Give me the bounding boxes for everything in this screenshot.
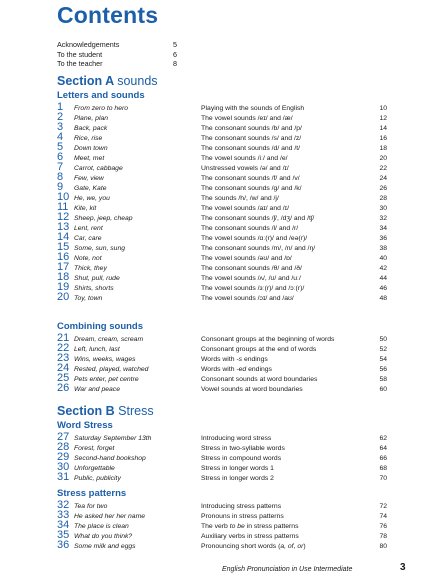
unit-description: Consonant groups at the beginning of words xyxy=(201,336,335,343)
unit-description-post: in stress patterns xyxy=(244,523,299,530)
unit-row[interactable] xyxy=(57,363,387,373)
unit-number: 6 xyxy=(57,151,64,163)
word-stress-heading: Word Stress xyxy=(57,420,113,431)
unit-title: Kite, kit xyxy=(74,205,97,212)
unit-title: Down town xyxy=(74,145,108,152)
unit-title: Few, view xyxy=(74,175,104,182)
unit-description: Playing with the sounds of English xyxy=(201,105,305,112)
unit-title: Thick, they xyxy=(74,265,107,272)
unit-title: Unforgettable xyxy=(74,465,115,472)
unit-row[interactable] xyxy=(57,132,387,142)
front-matter-item[interactable] xyxy=(57,59,177,69)
unit-title: Gate, Kate xyxy=(74,185,107,192)
unit-page-number: 24 xyxy=(379,175,387,182)
unit-title: What do you think? xyxy=(74,533,133,540)
unit-title: Lent, rent xyxy=(74,225,103,232)
unit-description-post: endings xyxy=(246,366,272,373)
unit-page-number: 36 xyxy=(379,235,387,242)
unit-row[interactable] xyxy=(57,510,387,520)
unit-title: War and peace xyxy=(74,386,120,393)
letters-and-sounds-heading: Letters and sounds xyxy=(57,90,145,101)
unit-row[interactable] xyxy=(57,353,387,363)
unit-row[interactable] xyxy=(57,232,387,242)
unit-row[interactable] xyxy=(57,333,387,343)
unit-description: Introducing word stress xyxy=(201,435,272,442)
unit-page-number: 14 xyxy=(379,125,387,132)
unit-title: Wins, weeks, wages xyxy=(74,356,136,363)
unit-row[interactable] xyxy=(57,540,387,550)
unit-row[interactable] xyxy=(57,152,387,162)
section-b-heading xyxy=(57,404,154,418)
unit-number: 21 xyxy=(57,332,70,344)
unit-row[interactable] xyxy=(57,272,387,282)
section-b-label: Section B xyxy=(57,404,115,418)
unit-number: 12 xyxy=(57,211,70,223)
unit-page-number: 46 xyxy=(379,285,387,292)
unit-row[interactable] xyxy=(57,462,387,472)
page-title: Contents xyxy=(57,2,159,28)
unit-description xyxy=(201,365,371,375)
unit-description xyxy=(201,522,371,532)
front-matter-page: 6 xyxy=(173,49,177,59)
unit-description-pre: Words with xyxy=(201,366,237,373)
unit-title: Second-hand bookshop xyxy=(74,455,146,462)
unit-row[interactable] xyxy=(57,242,387,252)
unit-number: 10 xyxy=(57,191,70,203)
unit-description xyxy=(201,355,371,365)
unit-page-number: 68 xyxy=(379,465,387,472)
footer-page-number: 3 xyxy=(400,562,406,573)
unit-page-number: 54 xyxy=(379,356,387,363)
unit-number: 8 xyxy=(57,171,64,183)
unit-number: 26 xyxy=(57,382,70,394)
front-matter-label: Acknowledgements xyxy=(57,40,120,49)
unit-page-number: 58 xyxy=(379,376,387,383)
unit-page-number: 62 xyxy=(379,435,387,442)
unit-description-post: endings xyxy=(242,356,268,363)
unit-description-pre: Words with xyxy=(201,356,237,363)
unit-title: From zero to hero xyxy=(74,105,129,112)
unit-description-pre: Pronouncing short words ( xyxy=(201,543,281,550)
unit-number: 16 xyxy=(57,251,70,263)
unit-page-number: 40 xyxy=(379,255,387,262)
unit-row[interactable] xyxy=(57,442,387,452)
unit-row[interactable] xyxy=(57,262,387,272)
unit-description: Consonant groups at the end of words xyxy=(201,346,317,353)
unit-page-number: 52 xyxy=(379,346,387,353)
unit-row[interactable] xyxy=(57,472,387,482)
unit-title: Back, pack xyxy=(74,125,108,132)
unit-number: 35 xyxy=(57,529,70,541)
unit-page-number: 60 xyxy=(379,386,387,393)
unit-title: He, we, you xyxy=(74,195,110,202)
unit-page-number: 10 xyxy=(379,105,387,112)
unit-description: The vowel sounds /ʌ/, /ʊ/ and /uː/ xyxy=(201,275,301,282)
unit-row[interactable] xyxy=(57,500,387,510)
front-matter-item[interactable] xyxy=(57,40,177,50)
unit-title: Dream, cream, scream xyxy=(74,336,144,343)
unit-row[interactable] xyxy=(57,102,387,112)
unit-number: 22 xyxy=(57,342,70,354)
unit-description: The consonant sounds /ʃ/, /dʒ/ and /tʃ/ xyxy=(201,215,315,222)
unit-description-post: ) xyxy=(303,543,306,550)
unit-page-number: 28 xyxy=(379,195,387,202)
unit-row[interactable] xyxy=(57,373,387,383)
unit-page-number: 30 xyxy=(379,205,387,212)
unit-title: Forest, forget xyxy=(74,445,115,452)
unit-page-number: 38 xyxy=(379,245,387,252)
unit-number: 27 xyxy=(57,431,70,443)
unit-title: Rested, played, watched xyxy=(74,366,149,373)
unit-page-number: 32 xyxy=(379,215,387,222)
unit-number: 23 xyxy=(57,352,70,364)
unit-row[interactable] xyxy=(57,252,387,262)
unit-page-number: 50 xyxy=(379,336,387,343)
unit-page-number: 18 xyxy=(379,145,387,152)
unit-page-number: 34 xyxy=(379,225,387,232)
front-matter-label: To the student xyxy=(57,49,103,59)
unit-title: He asked her her name xyxy=(74,513,146,520)
unit-number: 31 xyxy=(57,471,70,483)
unit-title: Tea for two xyxy=(74,503,108,510)
unit-number: 24 xyxy=(57,362,70,374)
unit-page-number: 44 xyxy=(379,275,387,282)
unit-description: Auxiliary verbs in stress patterns xyxy=(201,533,299,540)
unit-title: Shut, pull, rude xyxy=(74,275,120,282)
front-matter-list xyxy=(57,40,177,69)
combining-sounds-heading: Combining sounds xyxy=(57,321,144,332)
unit-description xyxy=(201,542,371,552)
unit-description: Introducing stress patterns xyxy=(201,503,282,510)
unit-title: Sheep, jeep, cheap xyxy=(74,215,133,222)
unit-number: 32 xyxy=(57,499,70,511)
unit-description: The vowel sounds /ɔɪ/ and /aʊ/ xyxy=(201,295,294,302)
unit-description-emphasis: -ed xyxy=(236,366,247,373)
unit-number: 33 xyxy=(57,509,70,521)
unit-description: The vowel sounds /əʊ/ and /ɒ/ xyxy=(201,255,292,262)
unit-title: The place is clean xyxy=(74,523,129,530)
unit-description: Stress in compound words xyxy=(201,455,282,462)
unit-description: The consonant sounds /g/ and /k/ xyxy=(201,185,302,192)
section-a-name: sounds xyxy=(117,74,158,88)
unit-row[interactable] xyxy=(57,343,387,353)
unit-number: 4 xyxy=(57,131,64,143)
stress-patterns-units-list xyxy=(57,500,387,550)
unit-description: Unstressed vowels /ə/ and /ɪ/ xyxy=(201,165,289,172)
unit-title: Saturday September 13th xyxy=(74,435,152,442)
unit-number: 19 xyxy=(57,281,70,293)
unit-number: 18 xyxy=(57,271,70,283)
unit-title: Shirts, shorts xyxy=(74,285,114,292)
stress-patterns-heading: Stress patterns xyxy=(57,488,127,499)
unit-description: Vowel sounds at word boundaries xyxy=(201,386,303,393)
unit-description: Stress in longer words 1 xyxy=(201,465,274,472)
unit-title: Rice, rise xyxy=(74,135,103,142)
unit-title: Left, lunch, last xyxy=(74,346,120,353)
unit-title: Some, sun, sung xyxy=(74,245,126,252)
unit-page-number: 72 xyxy=(379,503,387,510)
front-matter-item[interactable] xyxy=(57,50,177,60)
unit-page-number: 76 xyxy=(379,523,387,530)
unit-description-emphasis: to be xyxy=(229,523,245,530)
unit-description: The consonant sounds /l/ and /r/ xyxy=(201,225,299,232)
unit-description: The vowel sounds /ɑː(r)/ and /eə(r)/ xyxy=(201,235,308,242)
unit-page-number: 42 xyxy=(379,265,387,272)
unit-number: 29 xyxy=(57,451,70,463)
unit-description: Consonant sounds at word boundaries xyxy=(201,376,318,383)
unit-row[interactable] xyxy=(57,162,387,172)
unit-page-number: 56 xyxy=(379,366,387,373)
unit-row[interactable] xyxy=(57,172,387,182)
unit-number: 2 xyxy=(57,111,64,123)
unit-title: Note, not xyxy=(74,255,102,262)
unit-title: Pets enter, pet centre xyxy=(74,376,139,383)
unit-row[interactable] xyxy=(57,530,387,540)
unit-number: 17 xyxy=(57,261,70,273)
word-stress-units-list xyxy=(57,432,387,482)
unit-number: 11 xyxy=(57,201,69,213)
unit-description: The consonant sounds /d/ and /t/ xyxy=(201,145,300,152)
unit-description: The consonant sounds /s/ and /z/ xyxy=(201,135,302,142)
unit-description: The vowel sounds /aɪ/ and /ɪ/ xyxy=(201,205,289,212)
unit-page-number: 20 xyxy=(379,155,387,162)
unit-title: Some milk and eggs xyxy=(74,543,136,550)
section-a-heading xyxy=(57,74,158,88)
unit-number: 36 xyxy=(57,539,70,551)
unit-page-number: 78 xyxy=(379,533,387,540)
unit-page-number: 74 xyxy=(379,513,387,520)
unit-page-number: 70 xyxy=(379,475,387,482)
unit-description: Pronouns in stress patterns xyxy=(201,513,284,520)
unit-page-number: 66 xyxy=(379,455,387,462)
unit-description: Stress in two-syllable words xyxy=(201,445,285,452)
unit-number: 9 xyxy=(57,181,64,193)
unit-number: 25 xyxy=(57,372,70,384)
unit-description: The consonant sounds /m/, /n/ and /ŋ/ xyxy=(201,245,316,252)
unit-description: The consonant sounds /f/ and /v/ xyxy=(201,175,300,182)
unit-description: The vowel sounds /iː/ and /e/ xyxy=(201,155,288,162)
unit-row[interactable] xyxy=(57,192,387,202)
unit-number: 14 xyxy=(57,231,70,243)
unit-row[interactable] xyxy=(57,452,387,462)
unit-title: Carrot, cabbage xyxy=(74,165,123,172)
unit-row[interactable] xyxy=(57,142,387,152)
unit-row[interactable] xyxy=(57,282,387,292)
unit-number: 7 xyxy=(57,161,64,173)
unit-number: 13 xyxy=(57,221,70,233)
unit-page-number: 26 xyxy=(379,185,387,192)
front-matter-page: 8 xyxy=(173,59,177,69)
unit-page-number: 16 xyxy=(379,135,387,142)
unit-description: Stress in longer words 2 xyxy=(201,475,274,482)
section-b-name: Stress xyxy=(118,404,154,418)
unit-row[interactable] xyxy=(57,432,387,442)
unit-row[interactable] xyxy=(57,383,387,393)
unit-description-emphasis: a, of, or xyxy=(280,543,304,550)
unit-number: 30 xyxy=(57,461,70,473)
unit-row[interactable] xyxy=(57,122,387,132)
section-a-label: Section A xyxy=(57,74,114,88)
unit-description: The vowel sounds /ɜː(r)/ and /ɔː(r)/ xyxy=(201,285,305,292)
unit-description: The sounds /h/, /w/ and /j/ xyxy=(201,195,279,202)
unit-description-emphasis: -s xyxy=(236,356,243,363)
unit-page-number: 22 xyxy=(379,165,387,172)
unit-description: The consonant sounds /b/ and /p/ xyxy=(201,125,302,132)
letters-units-list xyxy=(57,102,387,302)
unit-row[interactable] xyxy=(57,222,387,232)
unit-number: 28 xyxy=(57,441,70,453)
front-matter-page: 5 xyxy=(173,40,177,49)
combining-units-list xyxy=(57,333,387,393)
unit-title: Public, publicity xyxy=(74,475,121,482)
unit-row[interactable] xyxy=(57,520,387,530)
unit-page-number: 64 xyxy=(379,445,387,452)
unit-number: 1 xyxy=(57,101,64,113)
unit-title: Meet, met xyxy=(74,155,105,162)
unit-row[interactable] xyxy=(57,112,387,122)
unit-number: 3 xyxy=(57,121,64,133)
unit-number: 5 xyxy=(57,141,64,153)
unit-row[interactable] xyxy=(57,292,387,302)
unit-row[interactable] xyxy=(57,182,387,192)
unit-title: Plane, plan xyxy=(74,115,109,122)
unit-description: The vowel sounds /eɪ/ and /æ/ xyxy=(201,115,293,122)
unit-row[interactable] xyxy=(57,212,387,222)
unit-page-number: 48 xyxy=(379,295,387,302)
unit-number: 20 xyxy=(57,291,70,303)
unit-page-number: 12 xyxy=(379,115,387,122)
footer-book-title: English Pronunciation in Use Intermediate xyxy=(222,566,353,573)
unit-title: Toy, town xyxy=(74,295,103,302)
unit-number: 34 xyxy=(57,519,70,531)
unit-title: Car, care xyxy=(74,235,102,242)
unit-row[interactable] xyxy=(57,202,387,212)
unit-page-number: 80 xyxy=(379,543,387,550)
unit-description: The consonant sounds /θ/ and /ð/ xyxy=(201,265,302,272)
front-matter-label: To the teacher xyxy=(57,59,103,69)
unit-description-pre: The verb xyxy=(201,523,230,530)
unit-number: 15 xyxy=(57,241,70,253)
